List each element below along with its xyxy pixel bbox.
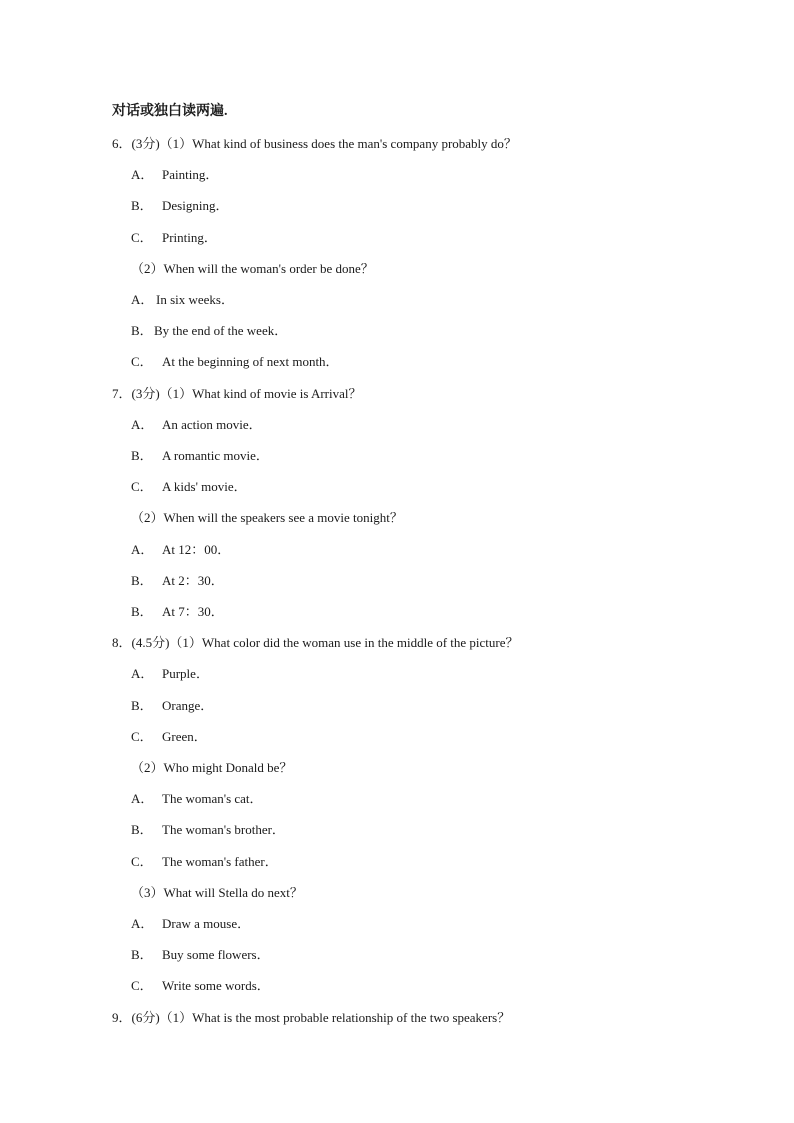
- question-8-stem: 8．(4.5分)（1）What color did the woman use in the middle of the picture？: [112, 635, 519, 650]
- q8-2-option-c: [131, 854, 278, 870]
- option-letter: A．: [131, 417, 154, 432]
- option-letter: B．: [131, 604, 153, 619]
- option-letter: A．: [131, 292, 154, 307]
- q8-1-option-a: [131, 666, 209, 682]
- question-6-sub2: （2）When will the woman's order be done？: [131, 261, 374, 276]
- option-text: At 12：00．: [162, 542, 231, 557]
- option-letter: B．: [131, 822, 153, 837]
- q6-1-option-b: [131, 198, 228, 214]
- q7-2-option-c: [131, 604, 224, 620]
- option-text: Painting．: [162, 167, 219, 182]
- option-letter: B．: [131, 448, 153, 463]
- option-text: By the end of the week．: [154, 323, 288, 338]
- q8-3-option-b: [131, 947, 270, 963]
- option-text: Orange．: [162, 698, 214, 713]
- option-text: Green．: [162, 729, 207, 744]
- q8-1-option-b: [131, 698, 213, 714]
- option-text: The woman's cat．: [162, 791, 263, 806]
- option-letter: A．: [131, 666, 154, 681]
- option-letter: A．: [131, 542, 154, 557]
- q6-1-option-c: [131, 230, 217, 246]
- option-letter: C．: [131, 230, 153, 245]
- q7-2-option-a: [131, 542, 230, 558]
- question-9-stem: 9．(6分)（1）What is the most probable relationship of the two speakers？: [112, 1010, 511, 1025]
- option-letter: C．: [131, 854, 153, 869]
- option-letter: A．: [131, 791, 154, 806]
- option-letter: C．: [131, 729, 153, 744]
- option-text: Buy some flowers．: [162, 947, 270, 962]
- question-7-sub2: （2）When will the speakers see a movie tonight？: [131, 510, 403, 525]
- section-heading: 对话或独白读两遍.: [112, 104, 228, 119]
- q7-1-option-b: [131, 448, 269, 464]
- q8-1-option-c: [131, 729, 207, 745]
- option-letter: A．: [131, 916, 154, 931]
- option-text: At 7：30．: [162, 604, 224, 619]
- q6-2-option-c: [131, 354, 339, 370]
- q8-3-option-a: [131, 916, 250, 932]
- option-letter: B．: [131, 573, 153, 588]
- option-text: An action movie．: [162, 417, 262, 432]
- q6-1-option-a: [131, 167, 218, 183]
- option-letter: C．: [131, 978, 153, 993]
- q8-2-option-a: [131, 791, 263, 807]
- option-text: Write some words．: [162, 978, 270, 993]
- option-text: Purple．: [162, 666, 209, 681]
- q7-2-option-b: [131, 573, 224, 589]
- option-letter: B．: [131, 947, 153, 962]
- option-letter: B．: [131, 198, 153, 213]
- question-8-sub2: （2）Who might Donald be？: [131, 760, 293, 775]
- option-letter: B．: [131, 323, 153, 338]
- option-text: Draw a mouse．: [162, 916, 251, 931]
- option-letter: C．: [131, 479, 153, 494]
- option-text: At 2：30．: [162, 573, 224, 588]
- q6-2-option-b: [131, 323, 287, 339]
- q7-1-option-a: [131, 417, 262, 433]
- q7-1-option-c: [131, 479, 247, 495]
- question-6-stem: 6．(3分)（1）What kind of business does the man's company probably do？: [112, 136, 517, 151]
- option-text: The woman's father．: [162, 854, 278, 869]
- q8-3-option-c: [131, 978, 270, 994]
- option-text: Printing．: [162, 230, 217, 245]
- option-letter: A．: [131, 167, 154, 182]
- option-letter: B．: [131, 698, 153, 713]
- question-7-stem: 7．(3分)（1）What kind of movie is Arrival？: [112, 386, 362, 401]
- option-text: At the beginning of next month．: [162, 354, 339, 369]
- q8-2-option-b: [131, 822, 285, 838]
- option-text: A romantic movie．: [162, 448, 269, 463]
- option-text: Designing．: [162, 198, 229, 213]
- option-text: The woman's brother．: [162, 822, 285, 837]
- question-8-sub3: （3）What will Stella do next？: [131, 885, 303, 900]
- option-text: A kids' movie．: [162, 479, 247, 494]
- q6-2-option-a: [131, 292, 234, 308]
- option-text: In six weeks．: [156, 292, 234, 307]
- option-letter: C．: [131, 354, 153, 369]
